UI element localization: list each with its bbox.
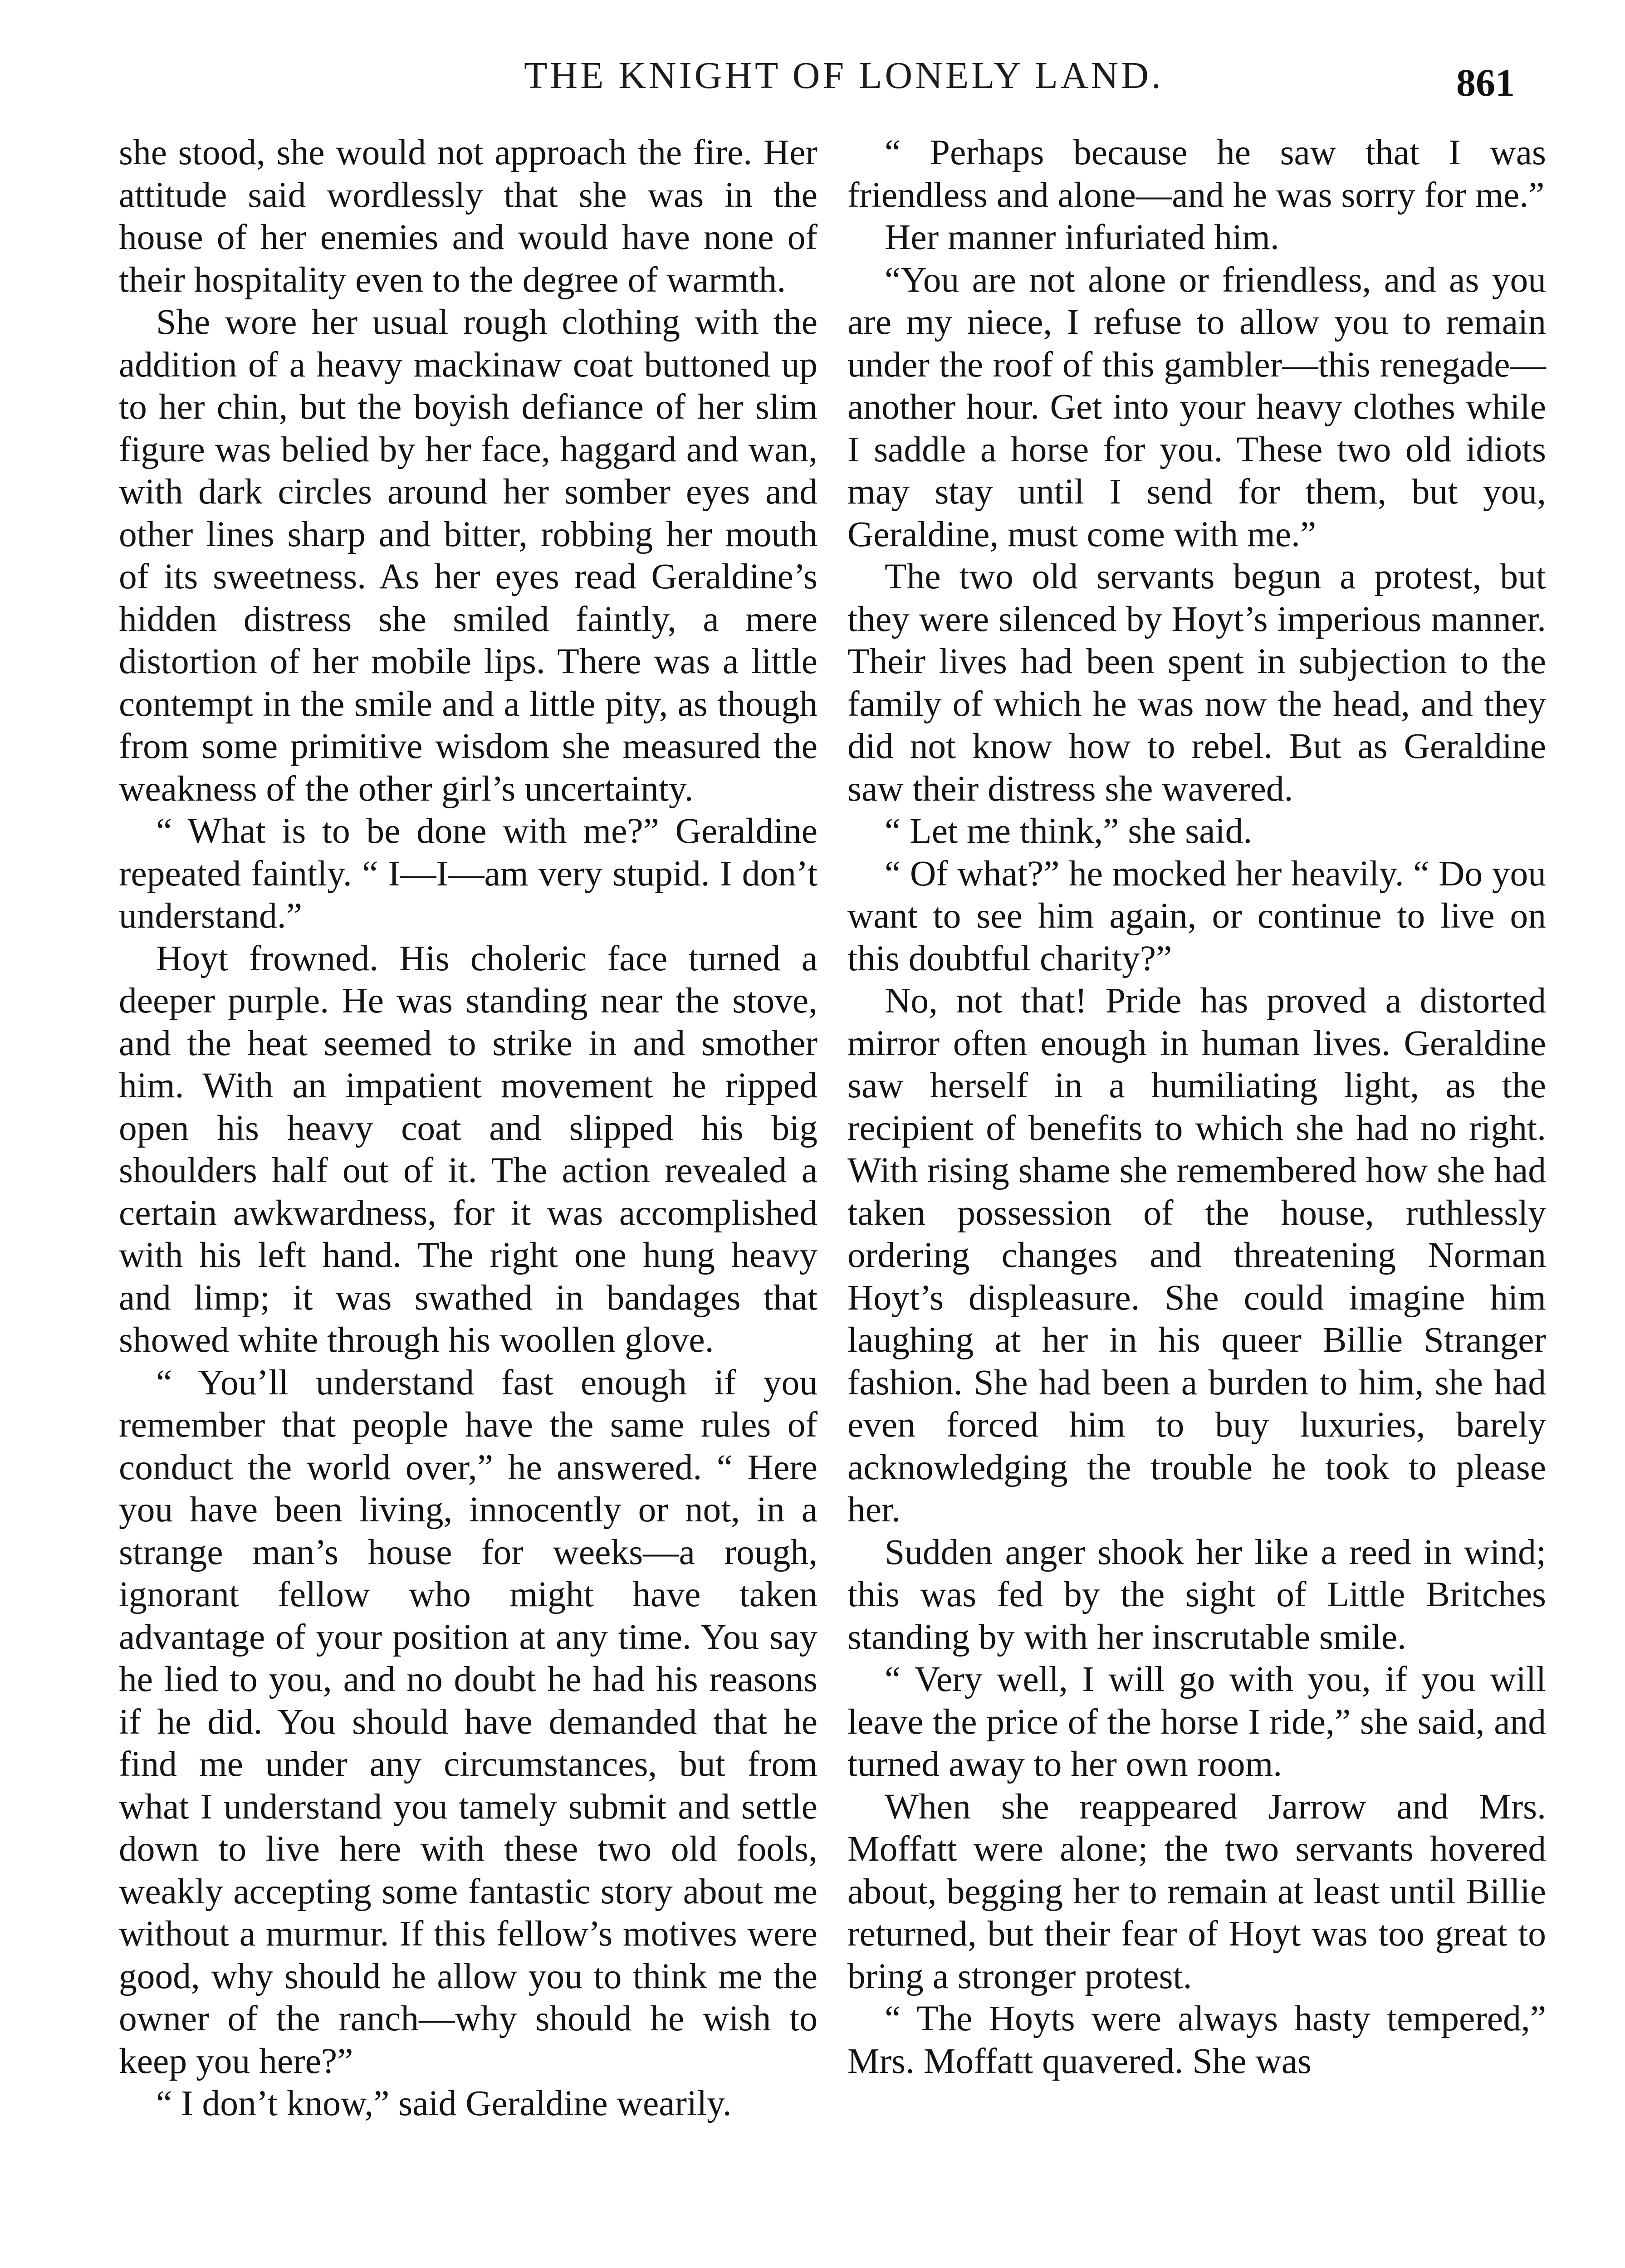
paragraph: Her manner infuriated him.	[885, 217, 1279, 257]
paragraph: No, not that! Pride has proved a distorted mirror often enough in human lives. Geraldine saw herself in a humiliating light, as the recipient of benefits to which she had no right. With rising shame she remembered how she had taken possession of the house, ruthlessly ordering changes and threatening Norman Hoyt’s displeasure. She could imagine him laughing at her in his queer Billie Stranger fashion. She had been a burden to him, she had even forced him to buy luxuries, barely acknowledging the trouble he took to please her.	[847, 981, 1547, 1530]
paragraph: “ You’ll understand fast enough if you remember that people have the same rules of conduct the world over,” he answered. “ Here you have been living, innocently or not, in a strange man’s house for weeks—a rough, ignorant fellow who might have taken advantage of your position at any time. You say he lied to you, and no doubt he had his reasons if he did. You should have demanded that he find me under any circumstances, but from what I understand you tamely submit and settle down to live here with these two old fools, weakly accepting some fantastic story about me without a murmur. If this fellow’s motives were good, why should he allow you to think me the owner of the ranch—why should he wish to keep you here?”	[119, 1362, 817, 2081]
paragraph: “ I don’t know,” said Geraldine wearily.	[156, 2083, 732, 2123]
paragraph: When she reappeared Jarrow and Mrs. Moffatt were alone; the two servants hovered about, begging her to remain at least until Billie returned, but their fear of Hoyt was too great to bring a stronger protest.	[847, 1786, 1546, 1996]
paragraph: Sudden anger shook her like a reed in wind; this was fed by the sight of Little Britches standing by with her inscrutable smile.	[847, 1532, 1546, 1657]
paragraph: She wore her usual rough clothing with the addition of a heavy mackinaw coat buttoned up to her chin, but the boyish defiance of her slim figure was belied by her face, haggard and wan, with dark circles around her somber eyes and other lines sharp and bitter, robbing her mouth of its sweetness. As her eyes read Geraldine’s hidden distress she smiled faintly, a mere distortion of her mobile lips. There was a little contempt in the smile and a little pity, as though from some primitive wisdom she measured the weakness of the other girl’s uncertainty.	[119, 302, 817, 809]
paragraph: “ The Hoyts were always hasty tempered,” Mrs. Moffatt quavered. She was	[847, 1999, 1546, 2081]
paragraph: The two old servants begun a protest, but they were silenced by Hoyt’s imperious manner. Their lives had been spent in subjection to the family of which he was now the head, and they did not know how to rebel. But as Geraldine saw their distress she wavered.	[847, 557, 1546, 809]
paragraph: “ What is to be done with me?” Geraldine repeated faintly. “ I—I—am very stupid. I don’t understand.”	[119, 811, 817, 936]
left-column	[119, 132, 817, 2125]
paragraph: Hoyt frowned. His choleric face turned a deeper purple. He was standing near the stove, and the heat seemed to strike in and smother him. With an impatient movement he ripped open his heavy coat and slipped his big shoulders half out of it. The action revealed a certain awkwardness, for it was accomplished with his left hand. The right one hung heavy and limp; it was swathed in bandages that showed white through his woollen glove.	[119, 938, 817, 1360]
paragraph: she stood, she would not approach the fire. Her attitude said wordlessly that she was in the house of her enemies and would have none of their hospitality even to the degree of warmth.	[119, 132, 817, 300]
paragraph: “ Perhaps because he saw that I was friendless and alone—and he was sorry for me.”	[847, 132, 1546, 215]
running-title: THE KNIGHT OF LONELY LAND.	[524, 54, 1164, 97]
paragraph: “ Of what?” he mocked her heavily. “ Do you want to see him again, or continue to live on this doubtful charity?”	[847, 853, 1546, 978]
paragraph: “You are not alone or friendless, and as you are my niece, I refuse to allow you to remain under the roof of this gambler—this renegade—another hour. Get into your heavy clothes while I saddle a horse for you. These two old idiots may stay until I send for them, but you, Geraldine, must come with me.”	[847, 259, 1546, 554]
page-number: 861	[1456, 61, 1515, 104]
right-column	[847, 132, 1546, 2082]
paragraph: “ Very well, I will go with you, if you will leave the price of the horse I ride,” she said, and turned away to her own room.	[847, 1659, 1546, 1784]
paragraph: “ Let me think,” she said.	[885, 811, 1253, 851]
